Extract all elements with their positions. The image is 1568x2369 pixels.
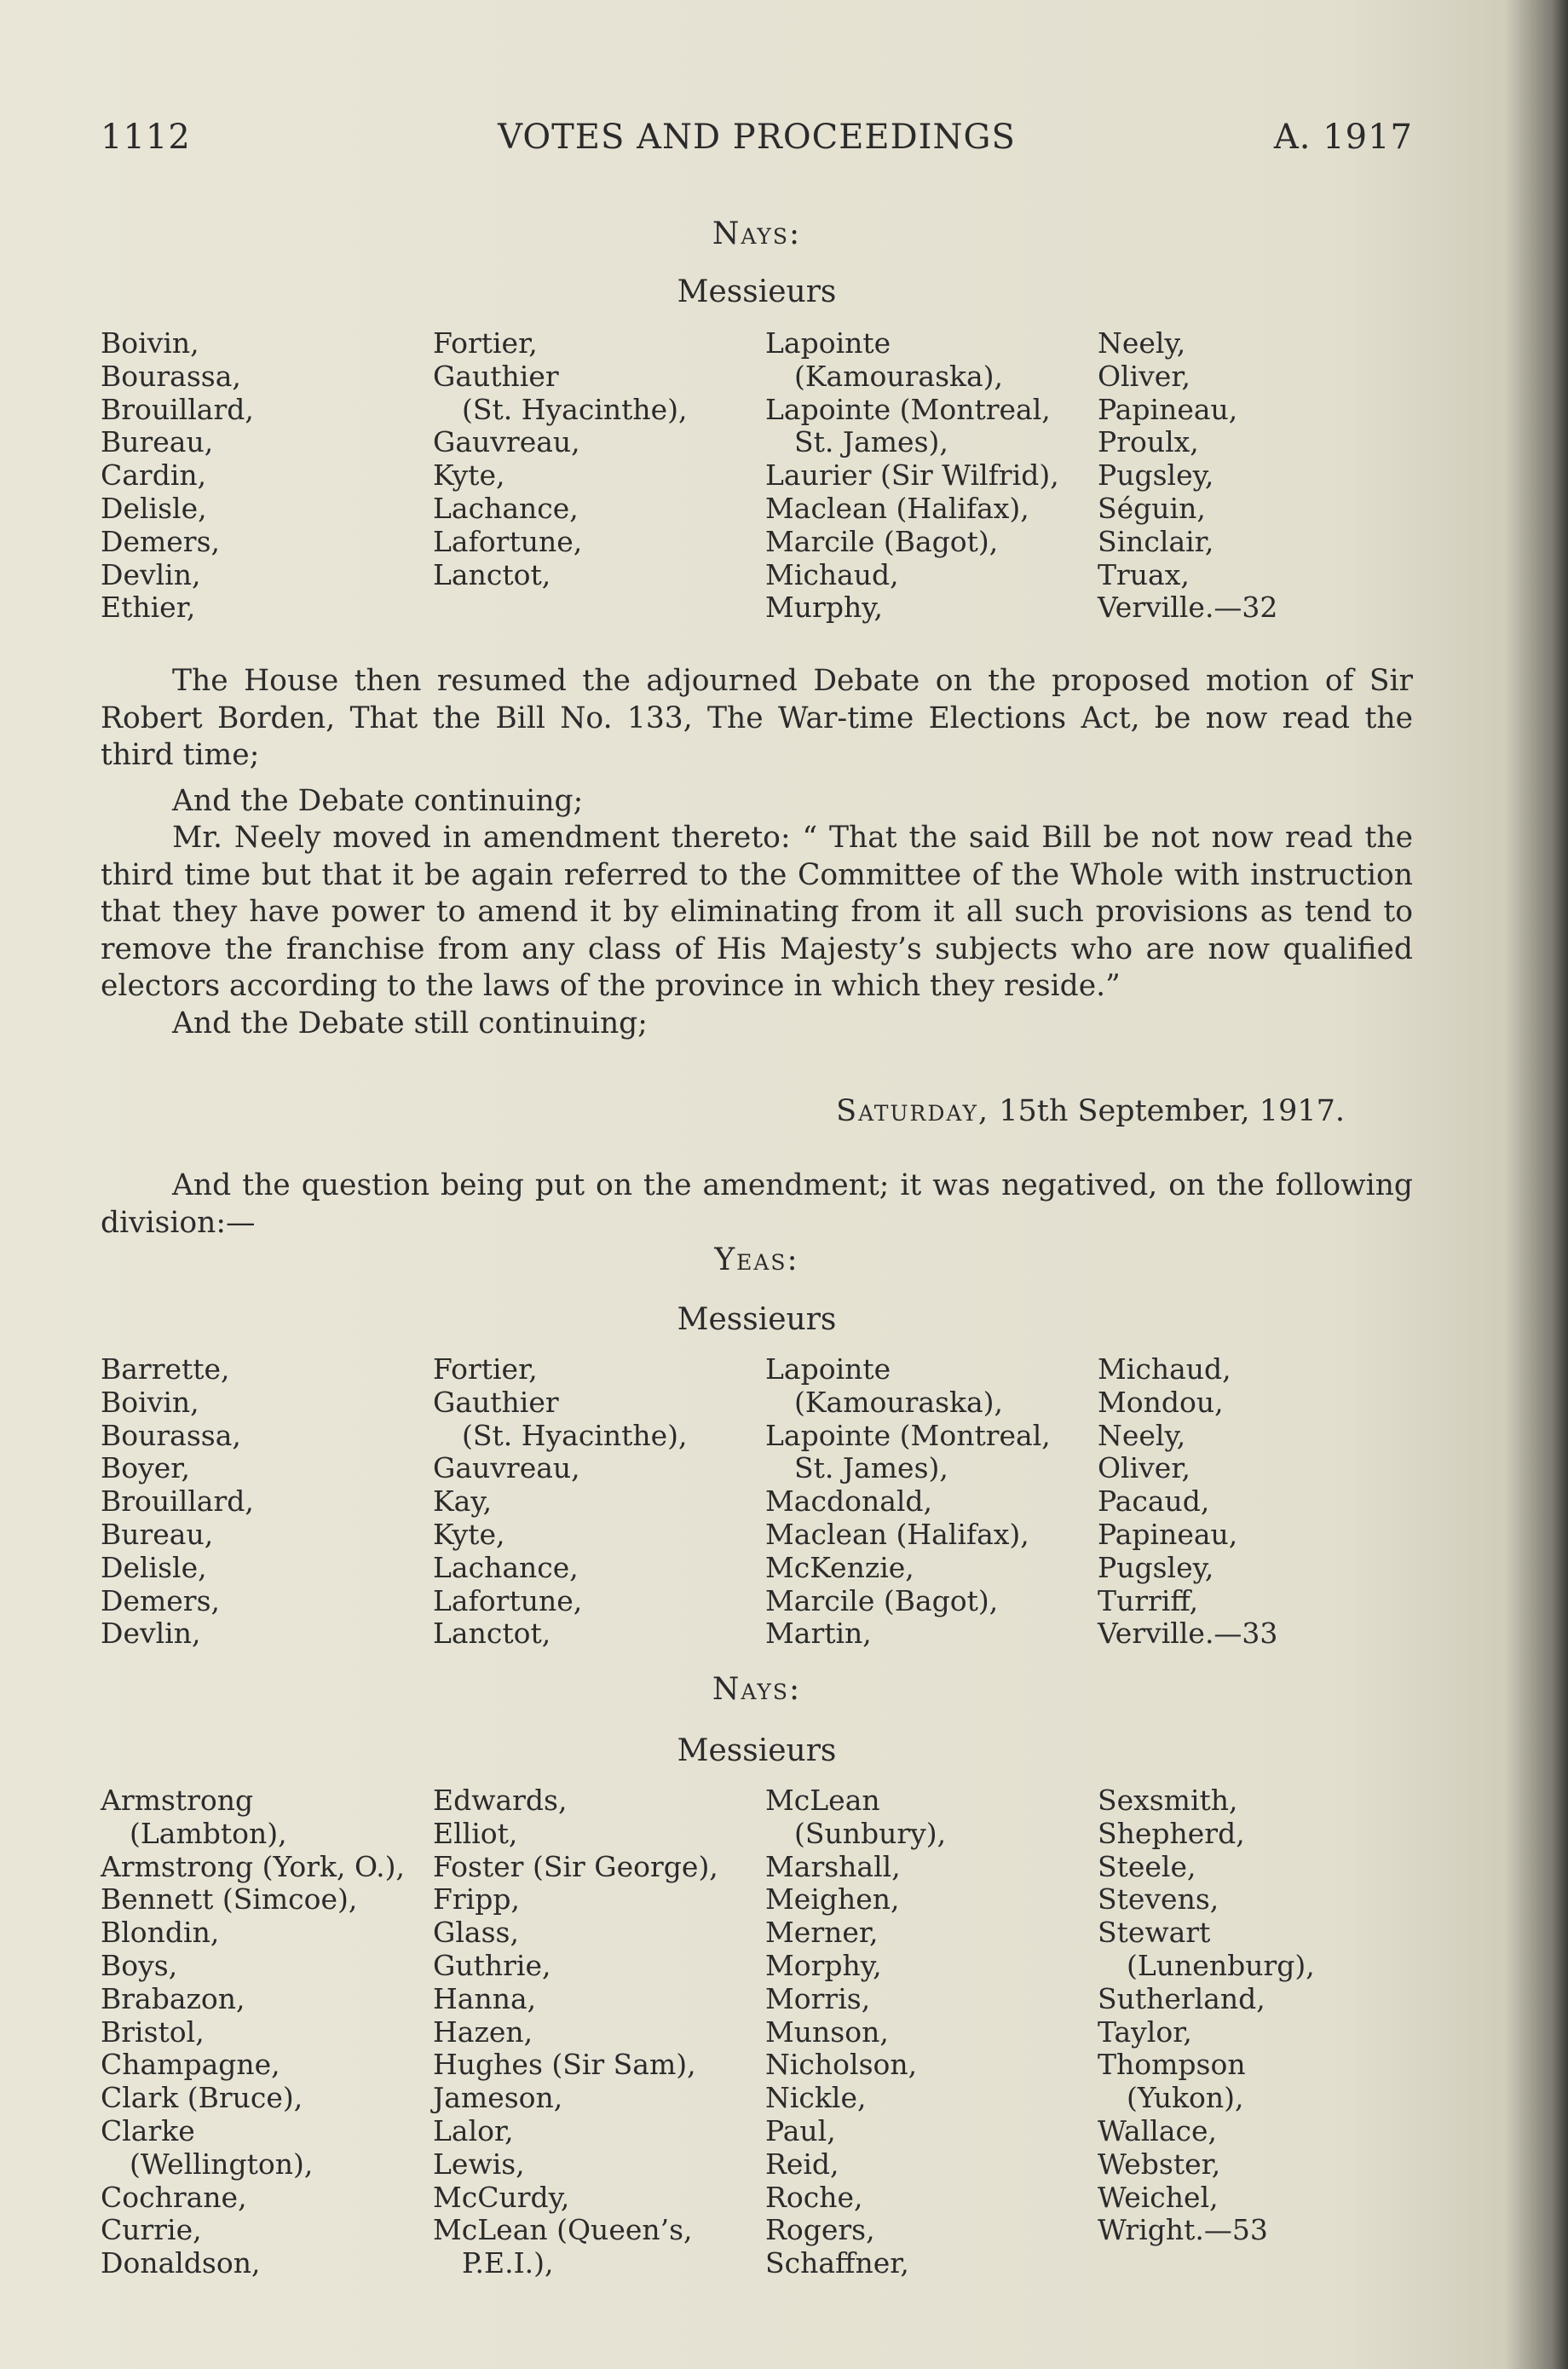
member-name: Hanna, bbox=[433, 1981, 537, 2015]
member-name: Papineau, bbox=[1098, 1517, 1238, 1551]
member-name: Demers, bbox=[101, 524, 221, 558]
member-name: Fortier, bbox=[433, 1352, 538, 1386]
member-name: Nicholson, bbox=[765, 2048, 918, 2082]
name-column-1 bbox=[101, 327, 254, 625]
date-day: Saturday, bbox=[836, 1094, 990, 1128]
member-name: Gauvreau, bbox=[433, 425, 580, 459]
paragraph-debate-still-continuing: And the Debate still continuing; bbox=[172, 1006, 648, 1040]
name-column-3 bbox=[765, 1784, 946, 2280]
member-name: McLean bbox=[765, 1784, 880, 1817]
paragraph-debate-continuing: And the Debate continuing; bbox=[172, 783, 584, 818]
member-name: (Yukon), bbox=[1127, 2081, 1244, 2115]
page-number: 1112 bbox=[101, 118, 191, 157]
member-name: Delisle, bbox=[101, 491, 207, 525]
member-name: Neely, bbox=[1098, 1418, 1186, 1452]
member-name: Neely, bbox=[1098, 326, 1186, 360]
member-name: (Sunbury), bbox=[794, 1816, 947, 1850]
member-name: (Wellington), bbox=[130, 2147, 314, 2181]
member-name: Armstrong bbox=[101, 1784, 254, 1817]
member-name: Oliver, bbox=[1098, 359, 1190, 393]
member-name: Hazen, bbox=[433, 2015, 533, 2049]
member-name: Séguin, bbox=[1098, 491, 1206, 525]
member-name: Kyte, bbox=[433, 458, 505, 493]
name-column-2 bbox=[433, 1784, 718, 2280]
member-name: Bureau, bbox=[101, 1517, 214, 1551]
member-name: Pugsley, bbox=[1098, 1550, 1214, 1584]
messieurs-heading-1: Messieurs bbox=[677, 274, 837, 309]
member-name: Turriff, bbox=[1098, 1583, 1199, 1617]
paragraph-resumed-debate: The House then resumed the adjourned Debate on the proposed motion of Sir Robert Borden, That the Bill No. 133, The War-time Elections Act, be now read the third time; bbox=[101, 664, 1413, 772]
member-name: Brouillard, bbox=[101, 1484, 254, 1519]
member-name: Merner, bbox=[765, 1916, 879, 1950]
nays-heading-1: Nays: bbox=[712, 216, 802, 251]
member-name: Lafortune, bbox=[433, 524, 583, 558]
member-name: Sexsmith, bbox=[1098, 1784, 1238, 1817]
session-year: A. 1917 bbox=[1273, 118, 1413, 157]
member-name: Meighen, bbox=[765, 1882, 900, 1917]
member-name: Guthrie, bbox=[433, 1948, 551, 1982]
member-name: (St. Hyacinthe), bbox=[462, 392, 688, 426]
member-name: Devlin, bbox=[101, 557, 201, 591]
member-name: Gauvreau, bbox=[433, 1451, 580, 1485]
question-text bbox=[101, 1167, 1413, 1242]
member-name: Lanctot, bbox=[433, 557, 551, 591]
member-name: Gauthier bbox=[433, 359, 559, 393]
messieurs-heading-2: Messieurs bbox=[677, 1302, 837, 1337]
name-column-1 bbox=[101, 1353, 254, 1651]
member-name: Lachance, bbox=[433, 491, 579, 525]
member-name: Marcile (Bagot), bbox=[765, 524, 999, 558]
page-header bbox=[101, 118, 1413, 160]
member-name: Laurier (Sir Wilfrid), bbox=[765, 458, 1059, 493]
member-name: Cardin, bbox=[101, 458, 207, 493]
member-name: Brabazon, bbox=[101, 1981, 245, 2015]
member-name: St. James), bbox=[794, 1451, 948, 1485]
member-name: Blondin, bbox=[101, 1916, 220, 1950]
member-name: Lapointe (Montreal, bbox=[765, 1418, 1051, 1452]
member-name: Fripp, bbox=[433, 1882, 520, 1917]
member-name: (St. Hyacinthe), bbox=[462, 1418, 688, 1452]
member-name: Wallace, bbox=[1098, 2113, 1218, 2147]
member-name: Lachance, bbox=[433, 1550, 579, 1584]
member-name: Edwards, bbox=[433, 1784, 568, 1817]
name-column-2 bbox=[433, 1353, 688, 1651]
member-name: Currie, bbox=[101, 2213, 202, 2247]
member-name: Morris, bbox=[765, 1981, 871, 2015]
name-column-4 bbox=[1098, 1353, 1277, 1651]
member-name: Kyte, bbox=[433, 1517, 505, 1551]
member-name: Boyer, bbox=[101, 1451, 190, 1485]
member-name: Webster, bbox=[1098, 2147, 1221, 2181]
member-name: Lalor, bbox=[433, 2113, 514, 2147]
yeas-heading: Yeas: bbox=[714, 1242, 799, 1277]
member-name: McLean (Queen’s, bbox=[433, 2213, 693, 2247]
member-name: Murphy, bbox=[765, 591, 883, 625]
name-column-1 bbox=[101, 1784, 405, 2280]
member-name: Boivin, bbox=[101, 326, 199, 360]
member-name: (Kamouraska), bbox=[794, 1385, 1004, 1419]
member-name: Demers, bbox=[101, 1583, 221, 1617]
member-name: Gauthier bbox=[433, 1385, 559, 1419]
member-name: Weichel, bbox=[1098, 2180, 1219, 2214]
date-line bbox=[836, 1094, 1345, 1128]
member-name: Michaud, bbox=[765, 557, 899, 591]
member-name: Hughes (Sir Sam), bbox=[433, 2048, 696, 2082]
member-name: Elliot, bbox=[433, 1816, 518, 1850]
running-title: VOTES AND PROCEEDINGS bbox=[498, 118, 1016, 157]
member-name: Marshall, bbox=[765, 1849, 901, 1883]
member-name: Clarke bbox=[101, 2113, 195, 2147]
proceedings-text bbox=[101, 663, 1413, 1042]
member-name: Marcile (Bagot), bbox=[765, 1583, 999, 1617]
member-name: Lapointe (Montreal, bbox=[765, 392, 1051, 426]
member-name: Boivin, bbox=[101, 1385, 199, 1419]
member-name: Proulx, bbox=[1098, 425, 1199, 459]
member-name: (Kamouraska), bbox=[794, 359, 1004, 393]
member-name: Pugsley, bbox=[1098, 458, 1214, 493]
member-name: Barrette, bbox=[101, 1352, 230, 1386]
member-name: Lanctot, bbox=[433, 1617, 551, 1651]
member-name: Lafortune, bbox=[433, 1583, 583, 1617]
member-name: Taylor, bbox=[1098, 2015, 1192, 2049]
member-name: Thompson bbox=[1098, 2048, 1246, 2082]
member-name: Brouillard, bbox=[101, 392, 254, 426]
member-name: Verville.—32 bbox=[1098, 591, 1278, 625]
member-name: Ethier, bbox=[101, 591, 196, 625]
member-name: Steele, bbox=[1098, 1849, 1196, 1883]
name-column-3 bbox=[765, 327, 1059, 625]
member-name: St. James), bbox=[794, 425, 948, 459]
member-name: Devlin, bbox=[101, 1617, 201, 1651]
member-name: Bureau, bbox=[101, 425, 214, 459]
member-name: Wright.—53 bbox=[1098, 2213, 1268, 2247]
member-name: Truax, bbox=[1098, 557, 1190, 591]
member-name: Bourassa, bbox=[101, 1418, 241, 1452]
member-name: Bristol, bbox=[101, 2015, 205, 2049]
member-name: Rogers, bbox=[765, 2213, 875, 2247]
member-name: Martin, bbox=[765, 1617, 872, 1651]
member-name: Maclean (Halifax), bbox=[765, 1517, 1029, 1551]
member-name: Macdonald, bbox=[765, 1484, 933, 1519]
member-name: Morphy, bbox=[765, 1948, 882, 1982]
member-name: Mondou, bbox=[1098, 1385, 1224, 1419]
member-name: Lapointe bbox=[765, 326, 891, 360]
member-name: Donaldson, bbox=[101, 2246, 261, 2280]
member-name: Munson, bbox=[765, 2015, 889, 2049]
member-name: Shepherd, bbox=[1098, 1816, 1245, 1850]
member-name: McKenzie, bbox=[765, 1550, 914, 1584]
name-column-4 bbox=[1098, 1784, 1315, 2247]
member-name: Stevens, bbox=[1098, 1882, 1219, 1917]
name-column-4 bbox=[1098, 327, 1277, 625]
member-name: Papineau, bbox=[1098, 392, 1238, 426]
member-name: Michaud, bbox=[1098, 1352, 1231, 1386]
date-text: 15th September, 1917. bbox=[999, 1094, 1345, 1128]
messieurs-heading-3: Messieurs bbox=[677, 1733, 837, 1768]
member-name: Lapointe bbox=[765, 1352, 891, 1386]
member-name: Maclean (Halifax), bbox=[765, 491, 1029, 525]
nays-heading-2: Nays: bbox=[712, 1672, 802, 1707]
member-name: Lewis, bbox=[433, 2147, 525, 2181]
member-name: Glass, bbox=[433, 1916, 519, 1950]
member-name: Armstrong (York, O.), bbox=[101, 1849, 405, 1883]
member-name: Verville.—33 bbox=[1098, 1617, 1278, 1651]
member-name: Paul, bbox=[765, 2113, 836, 2147]
name-column-3 bbox=[765, 1353, 1051, 1651]
member-name: Roche, bbox=[765, 2180, 863, 2214]
member-name: Clark (Bruce), bbox=[101, 2081, 303, 2115]
member-name: Delisle, bbox=[101, 1550, 207, 1584]
member-name: Fortier, bbox=[433, 326, 538, 360]
name-column-2 bbox=[433, 327, 688, 591]
member-name: Stewart bbox=[1098, 1916, 1211, 1950]
member-name: Jameson, bbox=[433, 2081, 563, 2115]
member-name: Champagne, bbox=[101, 2048, 280, 2082]
member-name: Sinclair, bbox=[1098, 524, 1214, 558]
member-name: Foster (Sir George), bbox=[433, 1849, 718, 1883]
member-name: Bourassa, bbox=[101, 359, 241, 393]
member-name: (Lunenburg), bbox=[1127, 1948, 1315, 1982]
member-name: (Lambton), bbox=[130, 1816, 287, 1850]
member-name: Cochrane, bbox=[101, 2180, 247, 2214]
member-name: Sutherland, bbox=[1098, 1981, 1265, 2015]
member-name: Oliver, bbox=[1098, 1451, 1190, 1485]
member-name: McCurdy, bbox=[433, 2180, 570, 2214]
paragraph-amendment: Mr. Neely moved in amendment thereto: “ That the said Bill be not now read the third time but that it be again referred to the Committee of the Whole with instruction that they have power to amend it by eliminating from it all such provisions as tend to remove the franchise from any class of His Majesty’s subjects who are now qualified electors according to the laws of the province in which they reside.” bbox=[101, 821, 1413, 1003]
member-name: Reid, bbox=[765, 2147, 839, 2181]
member-name: Kay, bbox=[433, 1484, 493, 1519]
member-name: Schaffner, bbox=[765, 2246, 909, 2280]
member-name: Nickle, bbox=[765, 2081, 867, 2115]
member-name: Boys, bbox=[101, 1948, 178, 1982]
member-name: Bennett (Simcoe), bbox=[101, 1882, 358, 1917]
member-name: Pacaud, bbox=[1098, 1484, 1210, 1519]
member-name: P.E.I.), bbox=[462, 2246, 554, 2280]
paragraph-question-put: And the question being put on the amendment; it was negatived, on the following division:— bbox=[101, 1168, 1413, 1240]
